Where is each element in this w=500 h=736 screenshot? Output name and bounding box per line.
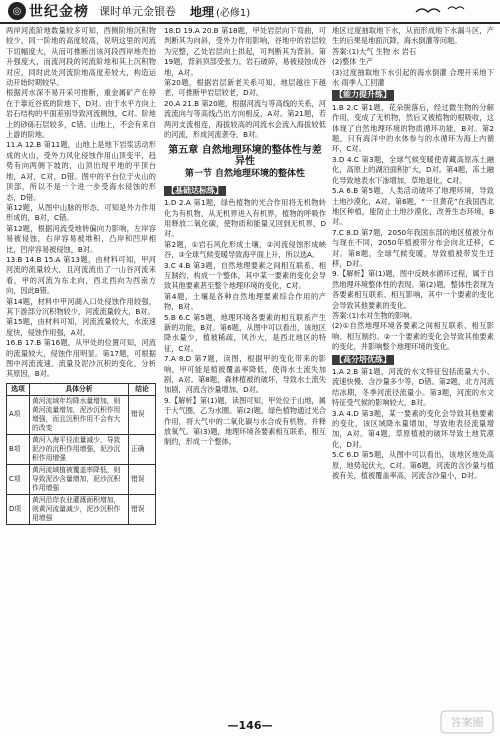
table-cell: 错误 (129, 464, 156, 494)
answer-paragraph: 3.C 4.B 第3题，自然地理要素之间相互联系、相互制约，构成一个整体，其中某一要素的变化会导致其他要素甚至整个地理环境的变化，C对。 (164, 260, 326, 291)
answer-paragraph: 答案:(1)大气 生物 水 岩石 (332, 46, 417, 56)
chapter-title: 第五章 自然地理环境的整体性与差异性 (168, 145, 322, 167)
lesson-title: 第一节 自然地理环境的整体性 (184, 169, 306, 180)
answer-paragraph: 20.A 21.B 第20题，根据河流与等高线的关系，河流流向与等高线凸出方向相反，A对。第21题，若两河支流相连，海拔较高的河流水会流入海拔较低的河流，形成河流袭夺，B对。 (164, 98, 326, 140)
answer-paragraph: 1.D 2.A 第1题，绿色植物的光合作用将无机物转化为有机物，从无机界进入有机界，植物的呼吸作用释放二氧化碳，使物质和能量又回到无机界，D对。 (164, 198, 326, 239)
answer-paragraph: 第15题，由材料可知，河流流量较大，水流速度快，侵蚀作用强，A对。 (6, 317, 156, 337)
table-cell: 黄河流域植被覆盖率降低，则导致泥沙含量增加，泥沙沉积作用增强 (30, 464, 129, 494)
answer-paragraph: 7.C 8.D 第7题，2050年我国东部的地区植被分布与现在不同，2050年植被带分布会向北迁移，C对。第8题，全球气候变暖，导致植被带发生迁移，D对。 (332, 227, 494, 268)
answer-paragraph: (3)过度抽取地下水引起的海水倒灌 合理开采地下水 雨季人工回灌 (332, 67, 494, 88)
table-cell: 黄河流域年均降水量增加，则黄河流量增加，泥沙沉积作用增强，而且沉积作用不会有大的改变 (30, 395, 129, 434)
table-cell: 错误 (129, 395, 156, 434)
option-analysis-table (6, 383, 156, 525)
section-heading-basic: 【基础达标练】 (164, 186, 226, 196)
answer-paragraph: 第2题，①岩石风化形成土壤，②河流侵蚀形成峡谷，③全球气候变暖导致海平面上升，所以选A。 (164, 239, 326, 260)
answer-paragraph: 5.B 6.C 第5题，地理环境各要素的相互联系产生新的功能，B对。第6题，从图中可以看出，该地区降水量少，植被稀疏，风沙大，是西北地区的特征，C对。 (164, 312, 326, 353)
table-row (7, 494, 156, 524)
answer-paragraph: 13.B 14.B 15.A 第13题，由材料可知，甲河河流的流量较大，且河流流出了一山谷河流来看，甲的河流为东北向，西北西向为西南方向，因此B错。 (6, 254, 156, 296)
answer-paragraph: 9.【解析】第(1)题，读图可知，甲处位于山地，属于大气圈，乙为水圈。第(2)题，绿色植物通过光合作用，将大气中的二氧化碳与水合成有机物，并释放氧气。第(3)题，地理环境各要素相互联系，相互制约，形成一个整体。 (164, 395, 326, 447)
answer-paragraph: 3.A 4.D 第3题，某一要素的变化会导致其他要素的变化，该区域降水量增加，导致地表径流量增加，A对。第4题，草原植被的破坏导致土地荒漠化，D对。 (332, 408, 494, 449)
answer-paragraph: 9.【解析】第(1)题，图中反映水循环过程，属于自然地理环境整体性的表现。第(2)题，整体性表现为各要素相互联系、相互影响，其中一个要素的变化会导致其他要素的变化。 (332, 269, 494, 310)
answer-column-middle (164, 26, 326, 716)
answer-column-left (6, 26, 156, 716)
brand-logo (8, 1, 89, 21)
answer-paragraph: 1.B 2.C 第1题，花朵脱落后，经过微生物的分解作用，变成了无机物，然后又被植物的根吸收，这体现了自然地理环境的物质循环功能，B对。第2题，只有海洋中的水体参与的水循环为海上内循环，C对。 (332, 102, 494, 154)
table-cell: 黄河入海平径流量减少，导致泥沙的沉积作用增强，泥沙沉积作用增强 (30, 434, 129, 464)
answer-paragraph: 第4题，土壤是各种自然地理要素综合作用的产物，B对。 (164, 291, 326, 312)
table-cell: 正确 (129, 434, 156, 464)
table-cell: 错误 (129, 494, 156, 524)
watermark-text: 答案圈 (450, 716, 484, 729)
page-number: —146— (227, 719, 273, 732)
answer-column-right (332, 26, 494, 716)
table-row (7, 395, 156, 434)
series-title: 课时单元金银卷 (99, 5, 176, 18)
table-cell: A项 (7, 395, 30, 434)
globe-icon: ◎ (8, 2, 26, 20)
volume-label: (必修1) (216, 7, 251, 19)
table-header: 结论 (129, 383, 156, 395)
answer-paragraph: 第12题，从图中山脉的形态，可知是外力作用形成的，B对，C错。 (6, 202, 156, 223)
answer-paragraph: 7.A 8.D 第7题，读图，根据甲的变化带来的影响，甲可能是植被覆盖率降低，使得水土流失加剧，A对。第8题，森林植被的破坏，导致水土流失加剧，河流含沙量增加，D对。 (164, 354, 326, 395)
answer-paragraph: 18.D 19.A 20.B 第18题，甲处岩层向下弯曲，可判断其为向斜，受外力作用影响，谷地中的岩层较为完整，乙处岩层向上拱起，可判断其为背斜。第19题，背斜顶部受张力，岩石破碎，易被侵蚀成谷地，A对。 (164, 26, 326, 77)
birds-icon (412, 2, 472, 18)
answer-paragraph: (2)①自然地理环境各要素之间相互联系、相互影响、相互制约。②一个要素的变化会导致其他要素的变化，并影响整个地理环境的变化。 (332, 321, 494, 352)
answer-paragraph: 5.A 6.B 第5题，人类活动破坏了地理环境，导致土地沙漠化，A对。第6题，“一旦黄花”在我国西北地区种植，能防止土地沙漠化，改善生态环境，B对。 (332, 186, 494, 227)
table-cell: D项 (7, 494, 30, 524)
table-row (7, 434, 156, 464)
table-cell: 黄河沿岸农业灌溉面积增加，则黄河流量减少，泥沙沉积作用增强 (30, 494, 129, 524)
answer-paragraph: 3.D 4.C 第3题，全球气候变暖使青藏高原冻土融化，高原上的湖泊面积扩大，D对。第4题，冻土融化导致地表水下渗增加，草地退化，C对。 (332, 154, 494, 185)
answer-paragraph: (2)整体 生产 (332, 57, 374, 67)
table-header-row (7, 383, 156, 395)
section-heading-ability: 【能力提升练】 (332, 90, 394, 100)
section-heading-advanced: 【高分培优练】 (332, 355, 394, 365)
table-row (7, 464, 156, 494)
answer-paragraph: 地区过度抽取地下水，从而形成地下水漏斗区，产生的后果是地面沉降，海水倒灌等问题。 (332, 26, 494, 46)
page-header (0, 0, 500, 24)
answer-paragraph: 两岸河流阶地数量较多可知，西侧阶地沉积物较少，同一阶地的高度较高，说明这里的河流下切幅度大，从而可推断出该河段西岸地壳抬升强度大，而流河段的河流阶地和其上沉积物对应，同时此处河流阶地高度差较大，构造运动开始时期较早。 (6, 26, 156, 88)
brand-name: 世纪金榜 (29, 4, 89, 20)
table-cell: B项 (7, 434, 30, 464)
subject-title: 地理 (190, 4, 215, 19)
answer-paragraph: 1.A 2.B 第1题，河流的水文特征包括流量大小、流速快慢、含沙量多少等，D错。第2题，北方河流结冰期，冬季河流径流量小。第3题，河流的水文特征受气候的影响较大，B对。 (332, 367, 494, 408)
answer-paragraph: 第12题，根据河流受地转偏向力影响，左岸容易被侵蚀，右岸容易被堆积，凸岸和凹岸相比，凹岸容易被侵蚀，B对。 (6, 223, 156, 254)
answer-paragraph: 第20题，根据岩层新老关系可知，地层越往下越老，可推断甲岩层较老，D对。 (164, 78, 326, 98)
table-header: 选项 (7, 383, 30, 395)
answer-paragraph: 答案:(1)水对生物的影响。 (332, 310, 417, 320)
answer-paragraph: 第14题，材料中甲河湖入口处侵蚀作用较强，其下游部分沉积物较少，河流流量较大，B对。 (6, 296, 156, 316)
watermark-logo-icon (440, 710, 494, 734)
answer-paragraph: 5.C 6.D 第5题，从图中可以看出，该地区地处高原，地势起伏大，C对。第6题，河流的含沙量与植被有关，植被覆盖率高，河流含沙量小，D对。 (332, 450, 494, 481)
answer-paragraph: 根据河水深不易开采可推断，重金属矿产在停在于靠近谷底的阶地下，D对。由于水平方向上岩石结构的平面差别导致河流侧蚀，C对。阶地上的砂砾石层较多，C错。山地上，不会有来自上游的阶地。 (6, 88, 156, 140)
answer-paragraph: 16.B 17.B 第16题，从甲处的位置可知，河流的流量较大，侵蚀作用明显。第17题，可根据图中河流流速、流量及泥沙沉积的变化，分析其原因，B对。 (6, 338, 156, 379)
answer-paragraph: 11.A 12.B 第11题，山地上是地下岩浆活动形成的火山，受外力风化侵蚀作用山顶变平，趋势有向两侧下坡的，山顶出现平地的平顶台地，A对，C对，D错。图中的平台位于火山的顶部，所以不是一个进一步受海水侵蚀的形态，D错。 (6, 140, 156, 202)
table-header: 具体分析 (30, 383, 129, 395)
table-cell: C项 (7, 464, 30, 494)
